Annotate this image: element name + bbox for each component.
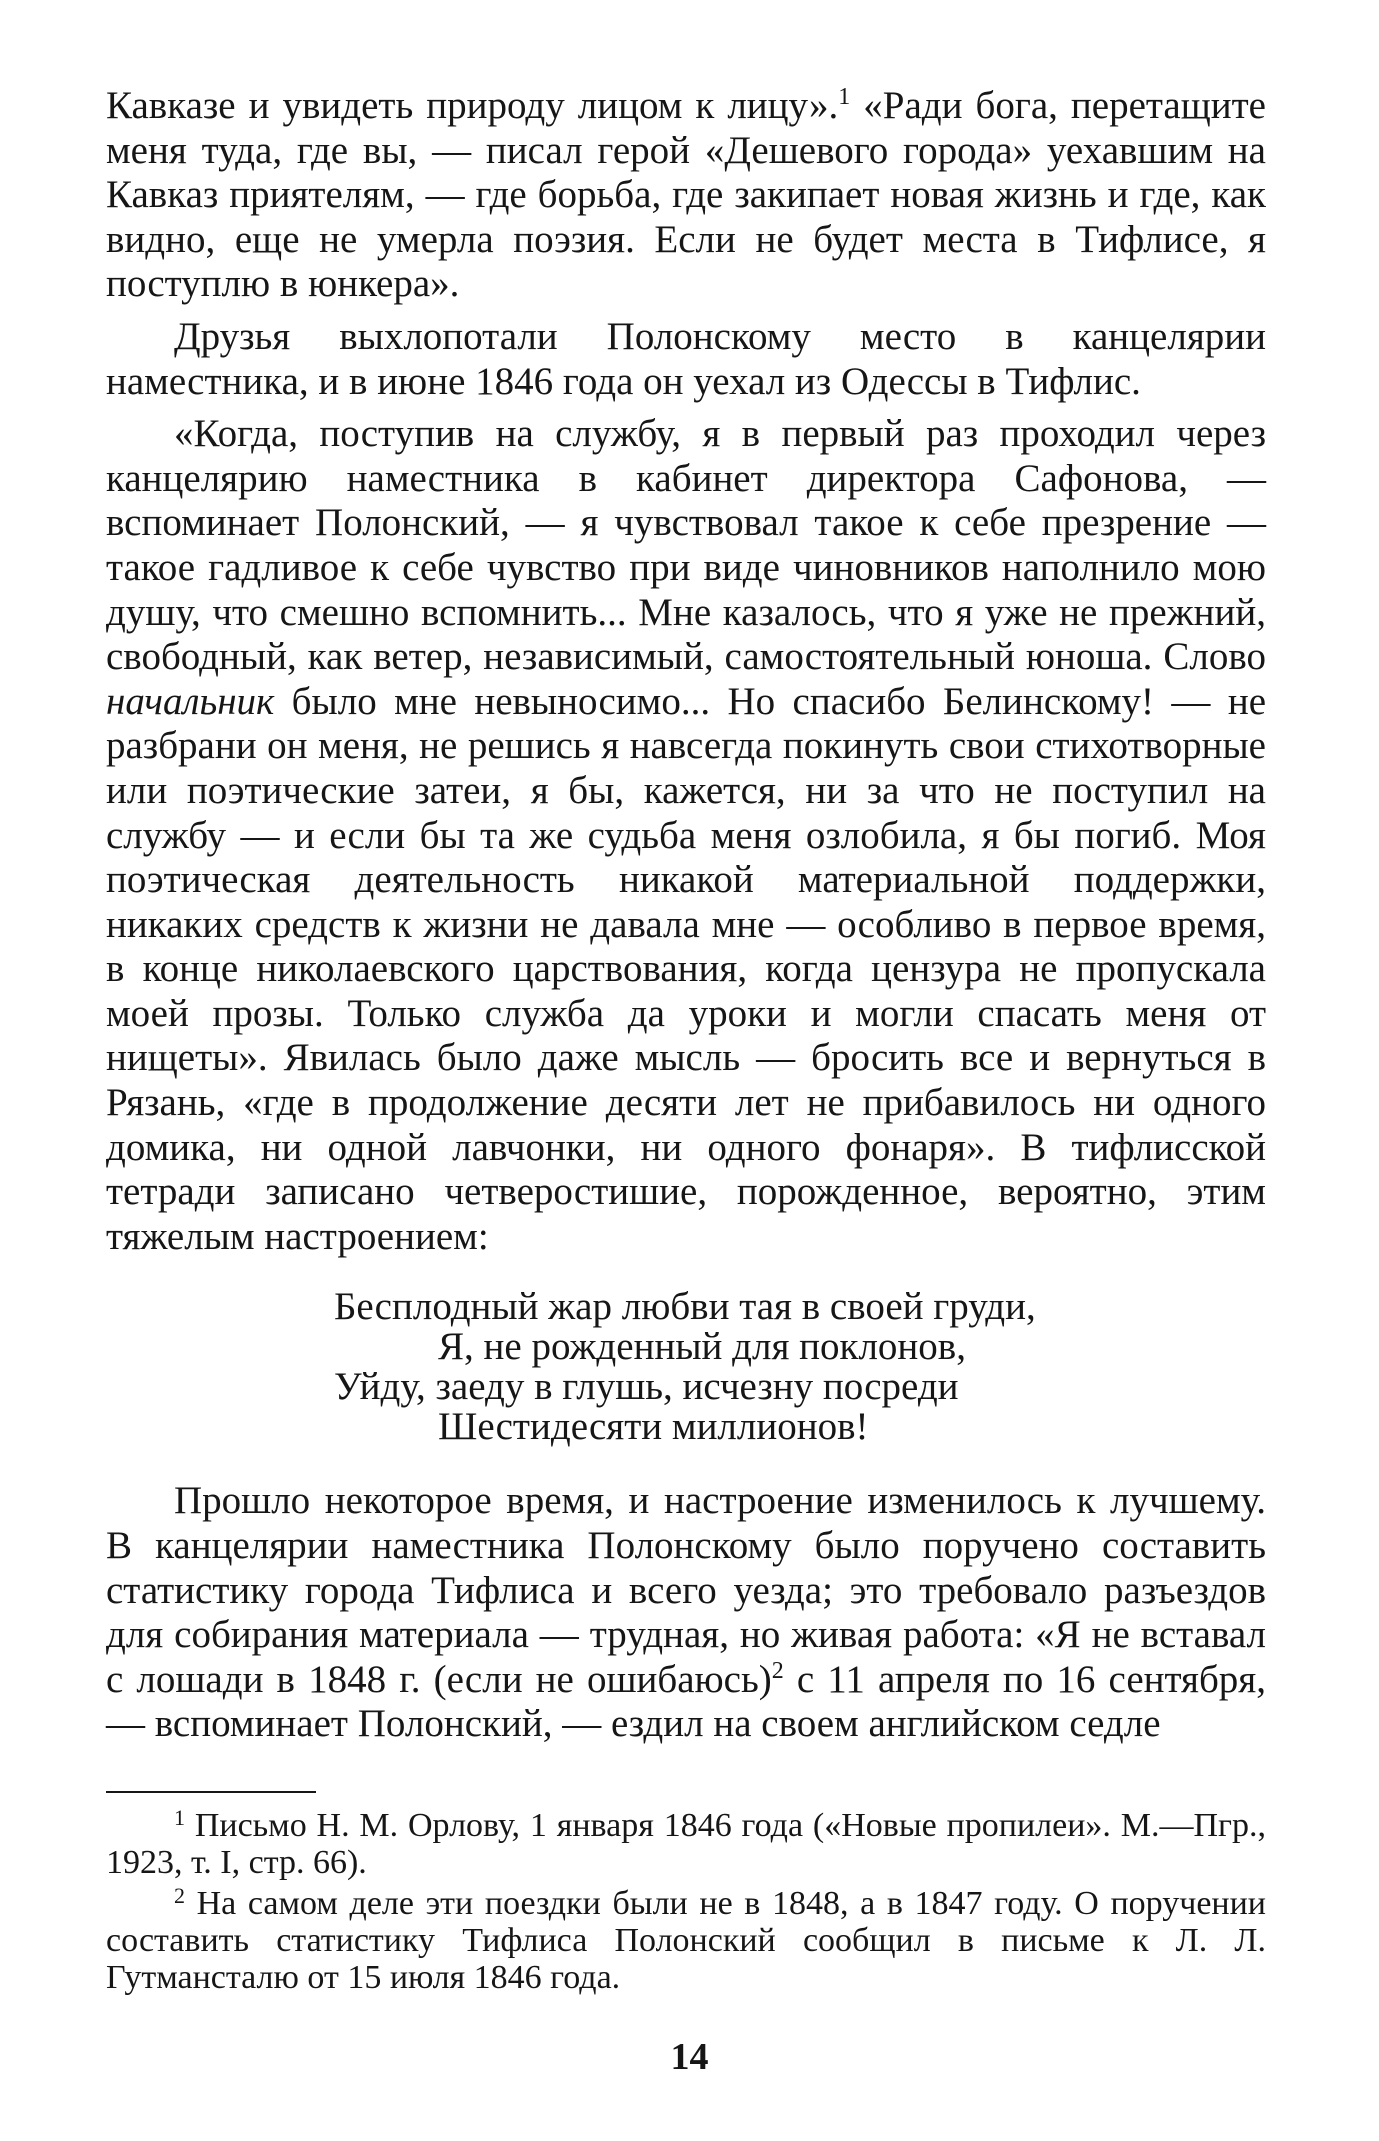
- footnote-1: $^1$ Письмо Н. М. Орлову, 1 января 1846 года («Новые пропилеи». М.—Пгр., 1923, т. I, стр. 66).: [106, 1805, 1266, 1881]
- poem-line: Шестидесяти миллионов!: [438, 1405, 869, 1449]
- footnote-ref-1: 1: [838, 84, 851, 110]
- poem-line: Бесплодный жар любви тая в своей груди,: [334, 1285, 1036, 1329]
- paragraph-3: «Когда, поступив на службу, я в первый раз проходил через канцелярию наместника в кабинет директора Сафонова, — вспоминает Полонский, — я чувствовал такое к себе презрение — такое гадливое к себе чувство при виде чиновников наполнило мою душу, что смешно вспомнить... Мне казалось, что я уже не прежний, свободный, как ветер, независимый, самостоятельный юноша. Слово начальник было мне невыносимо... Но спасибо Белинскому! — не разбрани он меня, не решись я навсегда покинуть свои стихотворные или поэтические затеи, я бы, кажется, ни за что не поступил на службу — и если бы та же судьба меня озлобила, я бы погиб. Моя поэтическая деятельность никакой материальной поддержки, никаких средств к жизни не давала мне — особливо в первое время, в конце николаевского царствования, когда цензура не пропускала моей прозы. Только служба да уроки и могли спасать меня от нищеты». Явилась было даже мысль — бросить все и вернуться в Рязань, «где в продолжение десяти лет не прибавилось ни одного домика, ни одной лавчонки, ни одного фонаря». В тифлисской тетради записано четверостишие, порожденное, вероятно, этим тяжелым настроением:: [106, 412, 1266, 1258]
- footnote-mark: 1: [174, 1805, 185, 1830]
- footnote-2: $^2$ На самом деле эти поездки были не в 1848, а в 1847 году. О поручении составить статистику Тифлиса Полонский сообщил в письме к Л. Л. Гутмансталю от 15 июля 1846 года.: [106, 1883, 1266, 1996]
- poem-line: Уйду, заеду в глушь, исчезну посреди: [334, 1365, 959, 1409]
- paragraph-2: Друзья выхлопотали Полонскому место в канцелярии наместника, и в июне 1846 года он уехал из Одессы в Тифлис.: [106, 314, 1266, 403]
- poem-line: Я, не рожденный для поклонов,: [438, 1325, 966, 1369]
- footnote-mark: 2: [174, 1883, 185, 1908]
- footnote-ref-2: 2: [771, 1657, 784, 1684]
- page-number: 14: [670, 2036, 709, 2078]
- emphasized-word: начальник: [106, 679, 275, 723]
- paragraph-1: Кавказе и увидеть природу лицом к лицу».$^1$ «Ради бога, перетащите меня туда, где вы, — писал герой «Дешевого города» уехавшим на Кавказ приятелям, — где борьба, где закипает новая жизнь и где, как видно, еще не умерла поэзия. Если не будет места в Тифлисе, я поступлю в юнкера».: [106, 84, 1266, 306]
- book-page: [106, 84, 1266, 2000]
- poem-quatrain: [334, 1287, 1266, 1447]
- footnote-divider: [106, 1791, 316, 1793]
- paragraph-4: Прошло некоторое время, и настроение изменилось к лучшему. В канцелярии наместника Полонскому было поручено составить статистику города Тифлиса и всего уезда; это требовало разъездов для собирания материала — трудная, но живая работа: «Я не вставал с лошади в 1848 г. (если не ошибаюсь)$^2$ с 11 апреля по 16 сентября, — вспоминает Полонский, — ездил на своем английском седле: [106, 1479, 1266, 1746]
